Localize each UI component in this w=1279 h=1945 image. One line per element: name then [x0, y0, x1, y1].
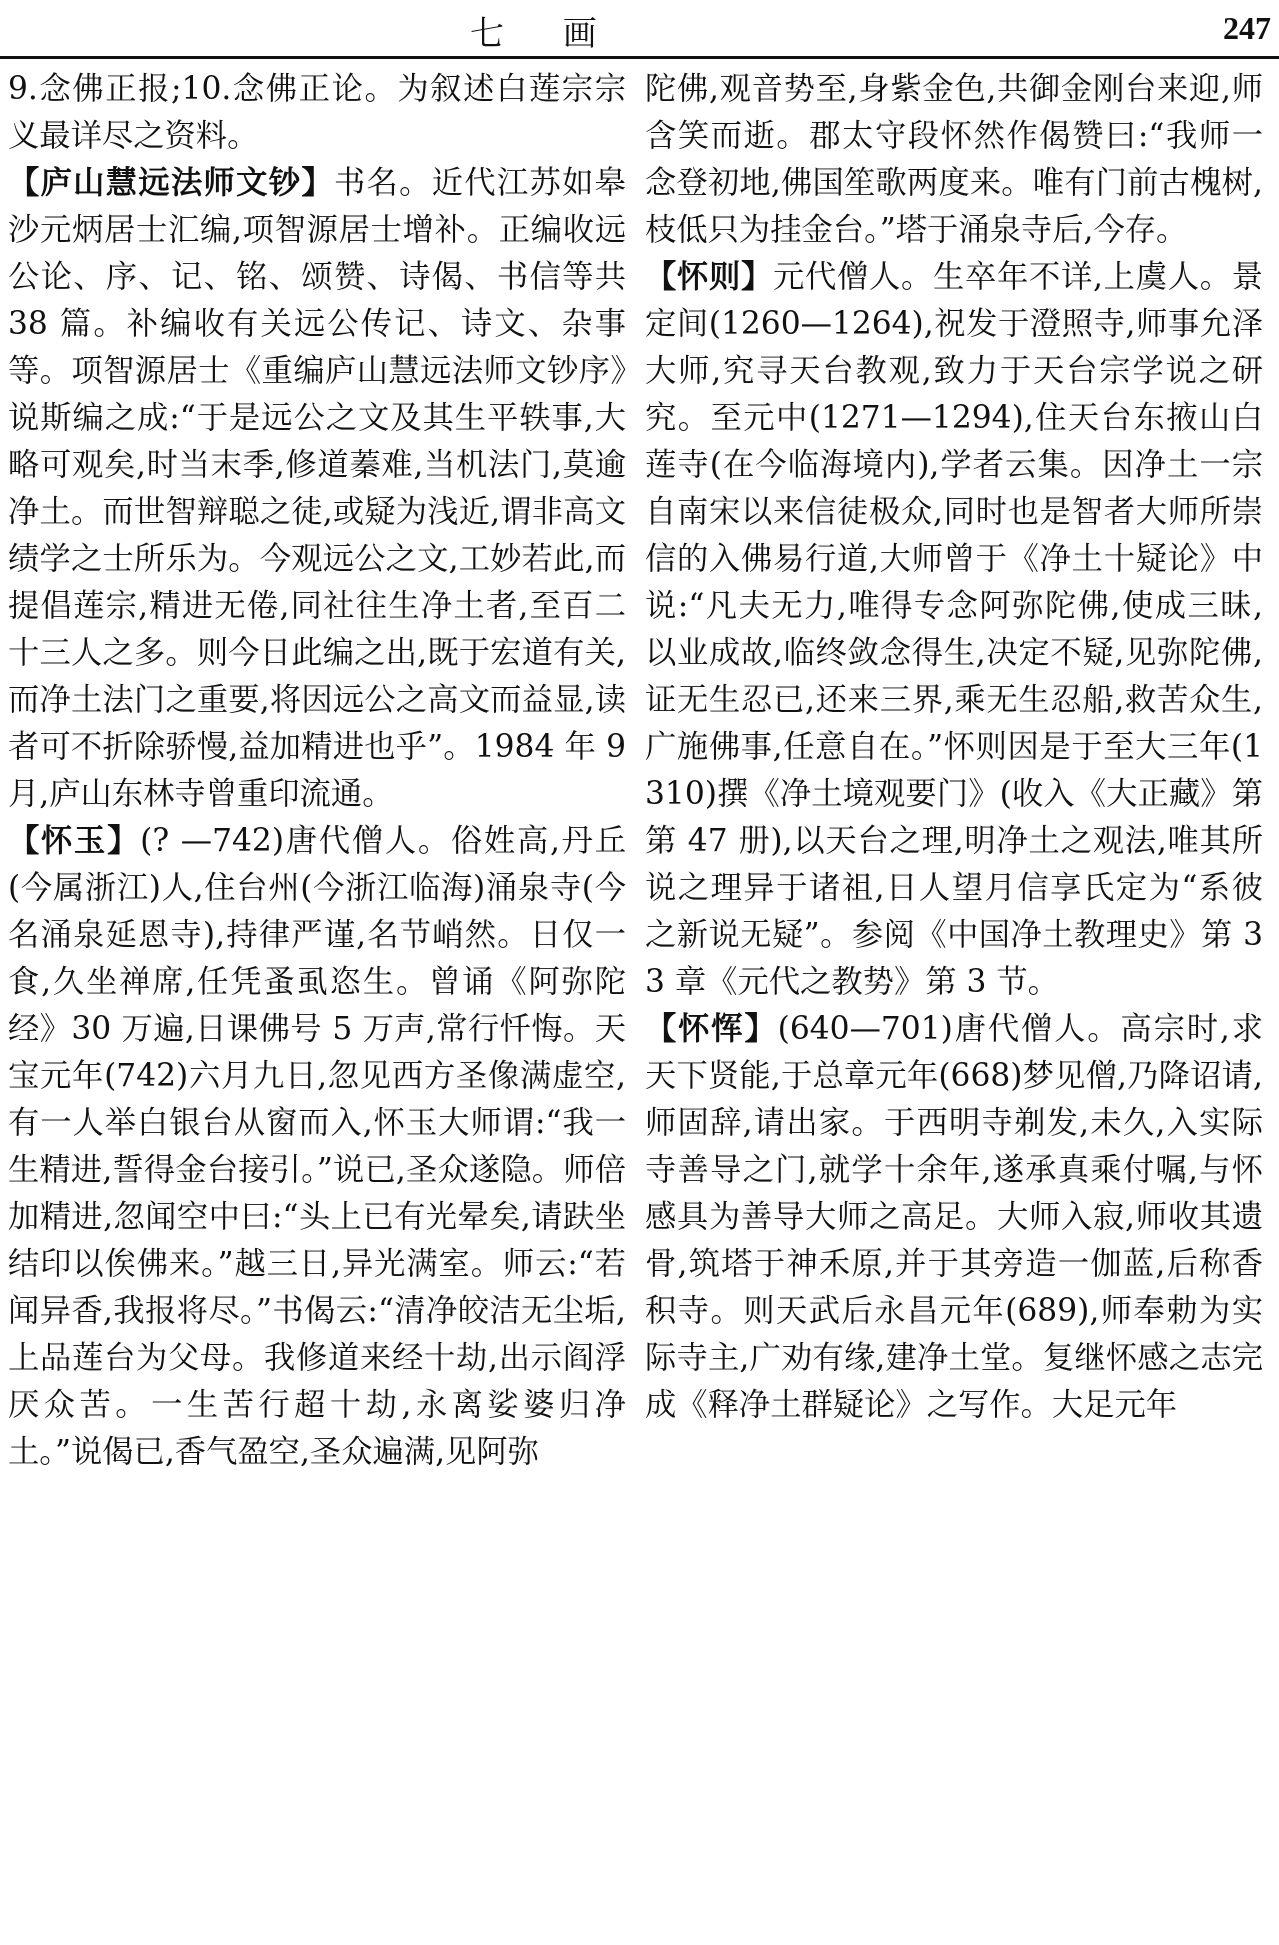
entry-title: 【怀则】 [645, 259, 774, 295]
entry-text: (? —742)唐代僧人。俗姓高,丹丘(今属浙江)人,住台州(今浙江临海)涌泉寺(今名涌泉延恩寺),持律严谨,名节峭然。日仅一食,久坐禅席,任凭蚤虱恣生。曾诵《阿弥陀经》30 万遍,日课佛号 5 万声,常行忏悔。天宝元年(742)六月九日,忽见西方圣像满虚空,有一人举白银台从窗而入,怀玉大师谓:“我一生精进,誓得金台接引。”说已,圣众遂隐。师倍加精进,忽闻空中曰:“头上已有光晕矣,请趺坐结印以俟佛来。”越三日,异光满室。师云:“若闻异香,我报将尽。”书偈云:“清净皎洁无尘垢,上品莲台为父母。我修道来经十劫,出示阎浮厌众苦。一生苦行超十劫,永离娑婆归净土。”说偈已,香气盈空,圣众遍满,见阿弥 [8, 823, 626, 1470]
entry-text: 9.念佛正报;10.念佛正论。为叙述白莲宗宗义最详尽之资料。 [8, 71, 626, 154]
entry-huaiyun [645, 1006, 1263, 1429]
entry-text: 元代僧人。生卒年不详,上虞人。景定间(1260—1264),祝发于澄照寺,师事允泽大师,究寻天台教观,致力于天台宗学说之研究。至元中(1271—1294),住天台东掖山白莲寺(在今临海境内),学者云集。因净土一宗自南宋以来信徒极众,同时也是智者大师所崇信的入佛易行道,大师曾于《净土十疑论》中说:“凡夫无力,唯得专念阿弥陀佛,使成三昧,以业成故,临终敛念得生,决定不疑,见弥陀佛,证无生忍已,还来三界,乘无生忍船,救苦众生,广施佛事,任意自在。”怀则因是于至大三年(1310)撰《净土境观要门》(收入《大正藏》第第 47 册),以天台之理,明净土之观法,唯其所说之理异于诸祖,日人望月信享氏定为“系彼之新说无疑”。参阅《中国净土教理史》第 33 章《元代之教势》第 3 节。 [645, 259, 1263, 1000]
entry-lushan-huiyuan-wenchao [8, 160, 626, 818]
right-column [645, 66, 1263, 1941]
paragraph-continuation [645, 66, 1263, 254]
entry-text: 书名。近代江苏如皋沙元炳居士汇编,项智源居士增补。正编收远公论、序、记、铭、颂赞、诗偈、书信等共 38 篇。补编收有关远公传记、诗文、杂事等。项智源居士《重编庐山慧远法师文钞序》说斯编之成:“于是远公之文及其生平轶事,大略可观矣,时当末季,修道蓁难,当机法门,莫逾净土。而世智辩聪之徒,或疑为浅近,谓非高文绩学之士所乐为。今观远公之文,工妙若此,而提倡莲宗,精进无倦,同社往生净土者,至百二十三人之多。则今日此编之出,既于宏道有关,而净土法门之重要,将因远公之高文而益显,读者可不折除骄慢,益加精进也乎”。1984 年 9 月,庐山东林寺曾重印流通。 [8, 165, 626, 812]
section-title: 七 画 [470, 14, 621, 54]
entry-huaize [645, 254, 1263, 1006]
header-rule [0, 56, 1279, 59]
entry-huaiyu [8, 818, 626, 1476]
page-header [0, 0, 1279, 62]
paragraph-continuation [8, 66, 626, 160]
entry-title: 【怀玉】 [8, 823, 141, 859]
entry-title: 【庐山慧远法师文钞】 [8, 165, 334, 201]
left-column [8, 66, 626, 1941]
entry-text: (640—701)唐代僧人。高宗时,求天下贤能,于总章元年(668)梦见僧,乃降诏请,师固辞,请出家。于西明寺剃发,未久,入实际寺善导之门,就学十余年,遂承真乘付嘱,与怀感具为善导大师之高足。大师入寂,师收其遗骨,筑塔于神禾原,并于其旁造一伽蓝,后称香积寺。则天武后永昌元年(689),师奉勅为实际寺主,广劝有缘,建净土堂。复继怀感之志完成《释净土群疑论》之写作。大足元年 [645, 1011, 1263, 1423]
entry-title: 【怀恽】 [645, 1011, 778, 1047]
entry-text: 陀佛,观音势至,身紫金色,共御金刚台来迎,师含笑而逝。郡太守段怀然作偈赞曰:“我师一念登初地,佛国笙歌两度来。唯有门前古槐树,枝低只为挂金台。”塔于涌泉寺后,今存。 [645, 71, 1263, 248]
page-number: 247 [1223, 10, 1271, 46]
